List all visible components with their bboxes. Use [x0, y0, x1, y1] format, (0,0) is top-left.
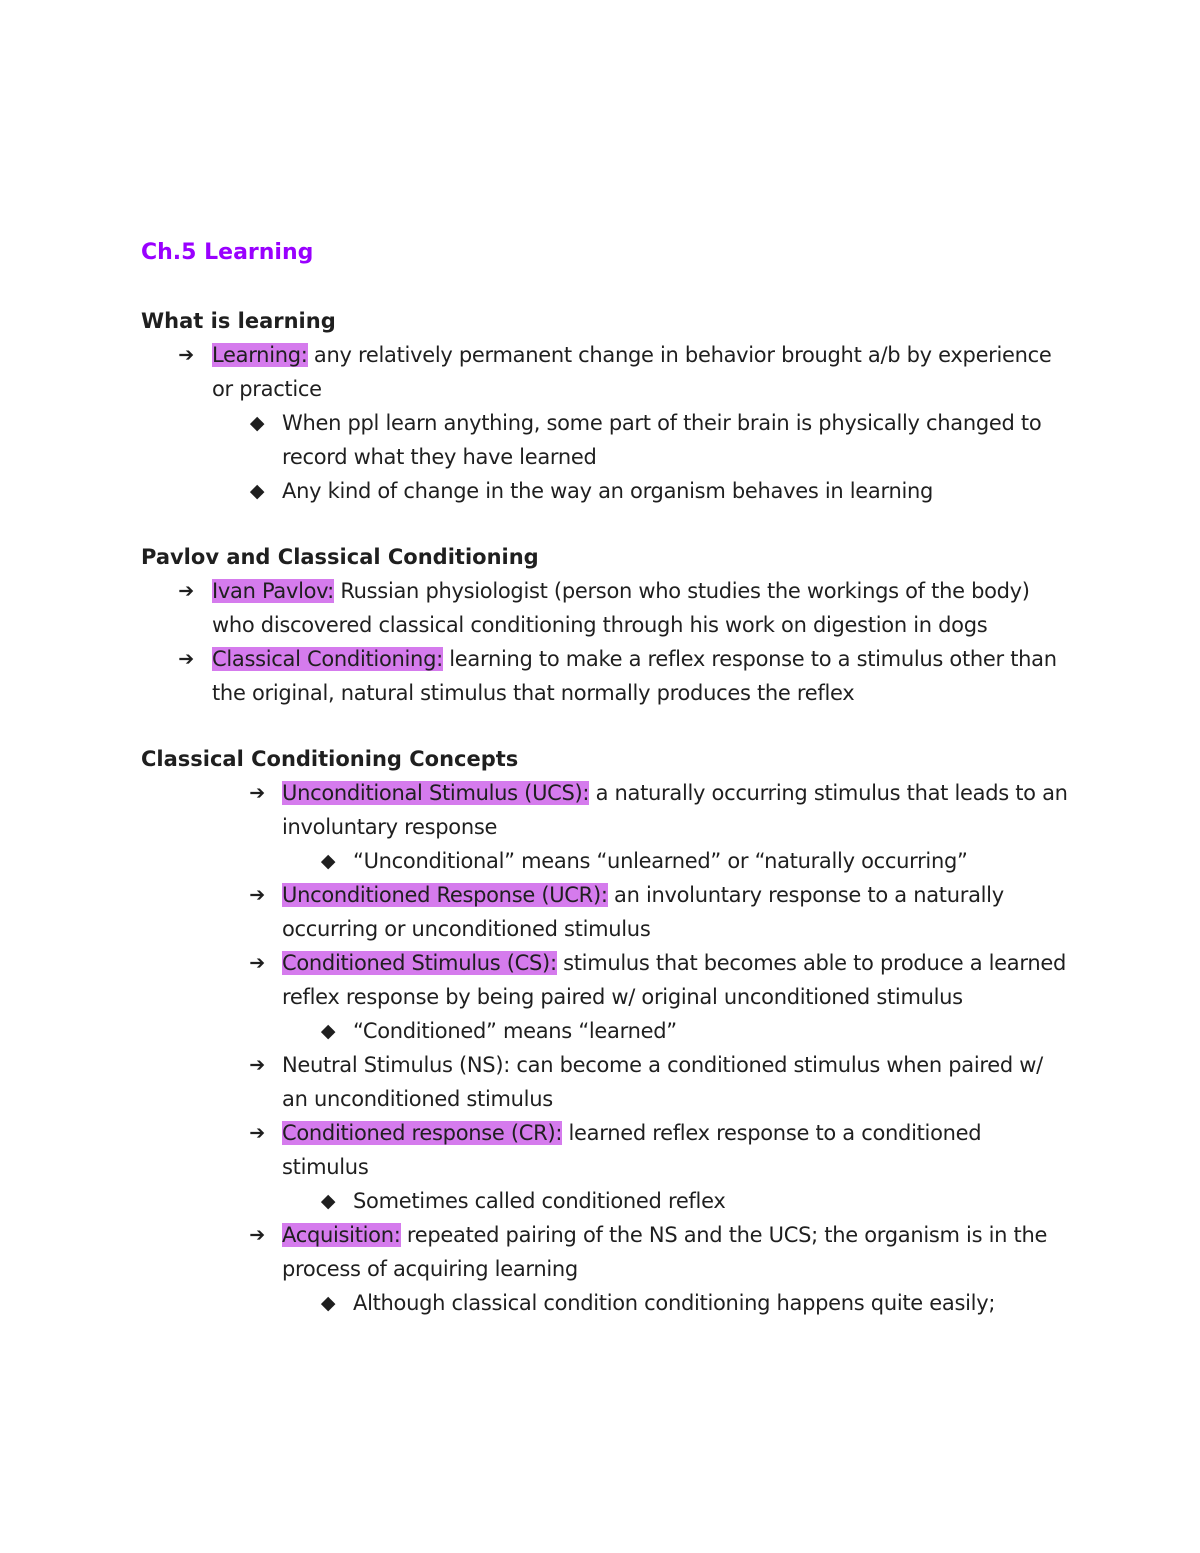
section-heading-pavlov: Pavlov and Classical Conditioning: [141, 545, 539, 569]
section-heading-what-is-learning: What is learning: [141, 309, 336, 333]
diamond-bullet-icon: ◆: [320, 1292, 336, 1314]
definition-text: a naturally occurring stimulus that leads to an involuntary response: [282, 781, 1068, 839]
arrow-bullet-icon: ➔: [249, 1224, 265, 1246]
definition-text: learning to make a reflex response to a stimulus other than the original, natural stimulus that normally produces the reflex: [212, 647, 1057, 705]
bullet-text: Neutral Stimulus (NS): can become a conditioned stimulus when paired w/ an unconditioned stimulus: [282, 1053, 1043, 1111]
diamond-bullet-icon: ◆: [320, 850, 336, 872]
highlighted-term: Acquisition:: [282, 1223, 401, 1247]
highlighted-term: Conditioned Stimulus (CS):: [282, 951, 557, 975]
definition-text: any relatively permanent change in behavior brought a/b by experience or practice: [212, 343, 1052, 401]
highlighted-term: Learning:: [212, 343, 308, 367]
bullet-text: Sometimes called conditioned reflex: [353, 1189, 726, 1213]
list-item: [141, 946, 1071, 1014]
highlighted-term: Unconditioned Response (UCR):: [282, 883, 608, 907]
list-item: [141, 1014, 1071, 1048]
list-item: [141, 338, 1071, 406]
arrow-bullet-icon: ➔: [249, 1122, 265, 1144]
highlighted-term: Unconditional Stimulus (UCS):: [282, 781, 590, 805]
list-item: [141, 776, 1071, 844]
list-item: [141, 1116, 1071, 1184]
highlighted-term: Conditioned response (CR):: [282, 1121, 563, 1145]
diamond-bullet-icon: ◆: [249, 412, 265, 434]
arrow-bullet-icon: ➔: [178, 344, 194, 366]
highlighted-term: Classical Conditioning:: [212, 647, 443, 671]
diamond-bullet-icon: ◆: [249, 480, 265, 502]
arrow-bullet-icon: ➔: [249, 884, 265, 906]
definition-text: an involuntary response to a naturally occurring or unconditioned stimulus: [282, 883, 1004, 941]
arrow-bullet-icon: ➔: [249, 782, 265, 804]
list-item: [141, 1048, 1071, 1116]
definition-text: learned reflex response to a conditioned stimulus: [282, 1121, 982, 1179]
section-heading-concepts: Classical Conditioning Concepts: [141, 747, 519, 771]
list-item: [141, 642, 1071, 710]
highlighted-term: Ivan Pavlov:: [212, 579, 334, 603]
list-item: [141, 474, 1071, 508]
definition-text: Russian physiologist (person who studies the workings of the body) who discovered classical conditioning through his work on digestion in dogs: [212, 579, 1030, 637]
bullet-text: Any kind of change in the way an organism behaves in learning: [282, 479, 934, 503]
bullet-text: Although classical condition conditioning happens quite easily;: [353, 1291, 996, 1315]
list-item: [141, 1218, 1071, 1286]
list-item: [141, 574, 1071, 642]
document-page: [141, 236, 1071, 1320]
list-item: [141, 1184, 1071, 1218]
bullet-text: “Unconditional” means “unlearned” or “naturally occurring”: [353, 849, 968, 873]
page-title: Ch.5 Learning: [141, 240, 314, 265]
list-item: [141, 844, 1071, 878]
list-item: [141, 878, 1071, 946]
arrow-bullet-icon: ➔: [249, 952, 265, 974]
arrow-bullet-icon: ➔: [178, 580, 194, 602]
list-item: [141, 406, 1071, 474]
bullet-text: When ppl learn anything, some part of their brain is physically changed to record what they have learned: [282, 411, 1042, 469]
arrow-bullet-icon: ➔: [249, 1054, 265, 1076]
bullet-text: “Conditioned” means “learned”: [353, 1019, 677, 1043]
arrow-bullet-icon: ➔: [178, 648, 194, 670]
list-item: [141, 1286, 1071, 1320]
definition-text: stimulus that becomes able to produce a learned reflex response by being paired w/ original unconditioned stimulus: [282, 951, 1066, 1009]
diamond-bullet-icon: ◆: [320, 1020, 336, 1042]
definition-text: repeated pairing of the NS and the UCS; the organism is in the process of acquiring learning: [282, 1223, 1048, 1281]
diamond-bullet-icon: ◆: [320, 1190, 336, 1212]
